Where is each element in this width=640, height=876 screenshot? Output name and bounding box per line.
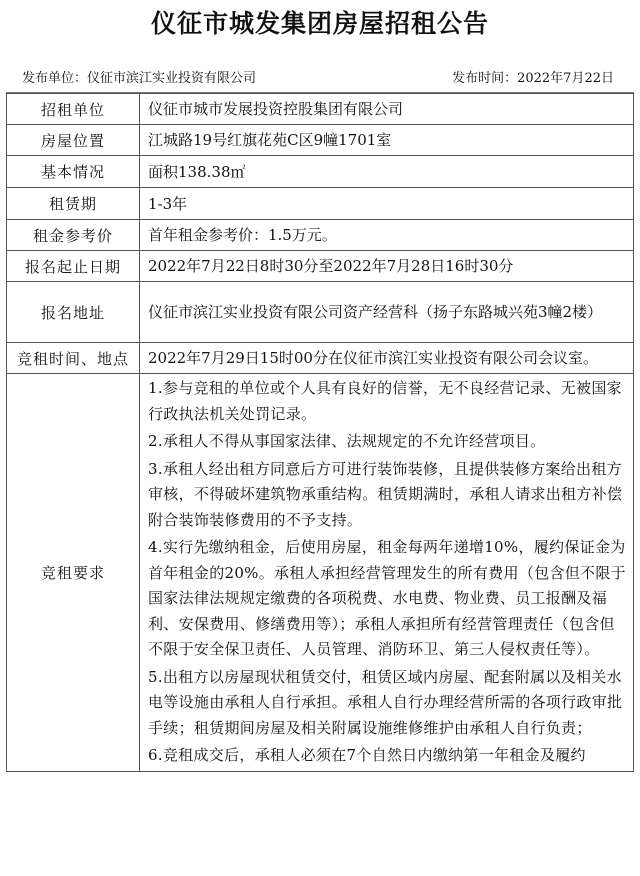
table-row-requirements: [7, 374, 634, 772]
notice-table: [6, 93, 634, 772]
row-value: 2022年7月22日8时30分至2022年7月28日16时30分: [140, 251, 634, 282]
table-row: [7, 156, 634, 188]
table-row: [7, 220, 634, 251]
row-label: 租赁期: [7, 188, 140, 220]
publish-time-text: 发布时间：2022年7月22日: [452, 71, 614, 86]
requirement-item: 6.竞租成交后，承租人必须在7个自然日内缴纳第一年租金及履约: [148, 746, 586, 764]
row-value: 江城路19号红旗花苑C区9幢1701室: [140, 125, 634, 156]
notice-title: 仪征市城发集团房屋招租公告: [150, 9, 489, 38]
requirement-item: 5.出租方以房屋现状租赁交付，租赁区域内房屋、配套附属以及相关水电等设施由承租人自行承担。承租人自行办理经营所需的各项行政审批手续；租赁期间房屋及相关附属设施维修维护由承租人自行负责；: [148, 667, 623, 737]
row-label: 租金参考价: [7, 220, 140, 251]
table-row: [7, 94, 634, 125]
row-value: 面积138.38㎡: [140, 156, 634, 188]
row-label: 报名起止日期: [7, 251, 140, 282]
requirement-item: 4.实行先缴纳租金，后使用房屋，租金每两年递增10%，履约保证金为首年租金的20%。承租人承担经营管理发生的所有费用（包含但不限于国家法律法规规定缴费的各项税费、水电费、物业费、员工报酬及福利、安保费用、修缮费用等）；承租人承担所有经营管理责任（包含但不限于安全保卫责任、人员管理、消防环卫、第三人侵权责任等）。: [148, 538, 626, 658]
requirements-cell: [140, 374, 634, 772]
requirement-item: 2.承租人不得从事国家法律、法规规定的不允许经营项目。: [148, 432, 546, 450]
row-value: 仪征市滨江实业投资有限公司资产经营科（扬子东路城兴苑3幢2楼）: [140, 282, 634, 343]
publisher-text: 发布单位：仪征市滨江实业投资有限公司: [22, 71, 257, 86]
table-row: [7, 343, 634, 374]
row-label: 竞租要求: [7, 374, 140, 772]
table-row: [7, 125, 634, 156]
row-label: 竞租时间、地点: [7, 343, 140, 374]
requirement-item: 1.参与竞租的单位或个人具有良好的信誉，无不良经营记录、无被国家行政执法机关处罚记录。: [148, 379, 622, 423]
row-label: 报名地址: [7, 282, 140, 343]
table-row: [7, 251, 634, 282]
table-row: [7, 188, 634, 220]
row-value: 1-3年: [140, 188, 634, 220]
row-label: 招租单位: [7, 94, 140, 125]
table-row: [7, 282, 634, 343]
row-label: 房屋位置: [7, 125, 140, 156]
row-value: 2022年7月29日15时00分在仪征市滨江实业投资有限公司会议室。: [140, 343, 634, 374]
row-value: 首年租金参考价：1.5万元。: [140, 220, 634, 251]
row-label: 基本情况: [7, 156, 140, 188]
row-value: 仪征市城市发展投资控股集团有限公司: [140, 94, 634, 125]
requirement-item: 3.承租人经出租方同意后方可进行装饰装修，且提供装修方案给出租方审核，不得破坏建筑物承重结构。租赁期满时，承租人请求出租方补偿附合装饰装修费用的不予支持。: [148, 459, 623, 529]
